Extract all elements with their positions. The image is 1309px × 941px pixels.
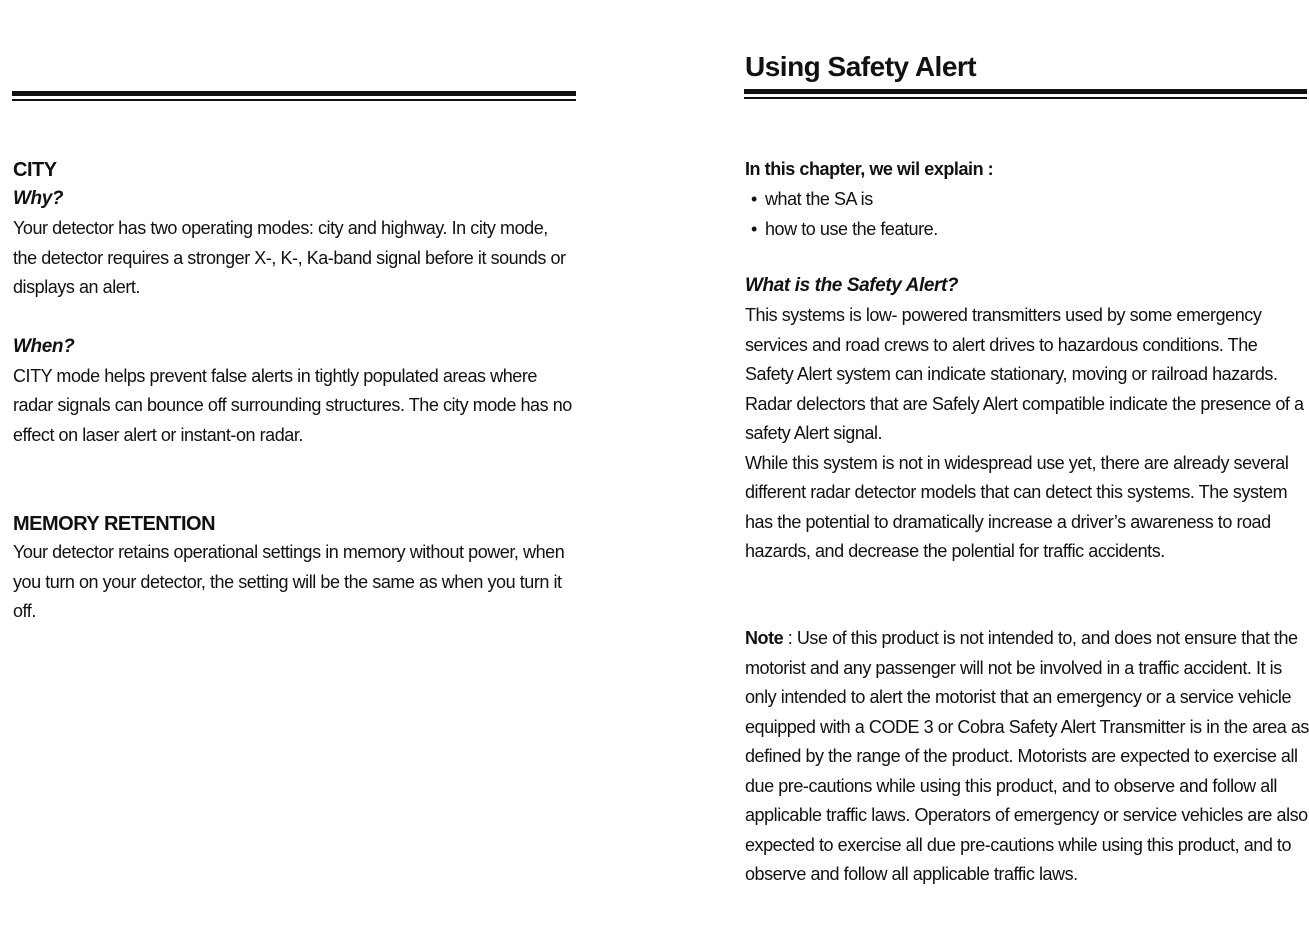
bullet-icon: • xyxy=(751,189,757,209)
memory-heading: MEMORY RETENTION xyxy=(13,513,216,535)
safety-alert-paragraph-2: While this system is not in widespread use yet, there are already several different radar detector models that can detect this systems. The system has the potential to dramatically increase a driver’s awareness to road hazards, and decrease the polential for traffic accidents. xyxy=(745,452,1289,561)
intro-heading: In this chapter, we wil explain : xyxy=(745,159,994,179)
list-item xyxy=(745,214,1309,244)
right-page xyxy=(744,0,1309,941)
list-item xyxy=(745,184,1309,214)
city-section xyxy=(13,156,573,450)
when-heading: When? xyxy=(13,335,75,357)
safety-alert-paragraph-1: This systems is low- powered transmitters used by some emergency services and road crews to alert drives to hazardous conditions. The Safety Alert system can indicate stationary, moving or railroad hazards. Radar delectors that are Safely Alert compatible indicate the presence of a safety Alert signal. xyxy=(745,305,1304,443)
when-text: CITY mode helps prevent false alerts in tightly populated areas where radar signals can bounce off surrounding structures. The city mode has no effect on laser alert or instant-on radar. xyxy=(13,365,572,445)
city-heading: CITY xyxy=(13,159,57,181)
memory-retention-section xyxy=(13,510,573,627)
note-text: : Use of this product is not intended to, and does not ensure that the motorist and any passenger will not be involved in a traffic accident. It is only intended to alert the motorist that an emergency or a service vehicle equipped with a CODE 3 or Cobra Safety Alert Transmitter is in the area as defined by the range of the product. Motorists are expected to exercise all due pre-cautions while using this product, and to observe and follow all applicable traffic laws. Operators of emergency or service vehicles are also expected to exercise all due pre-cautions while using this product, and to observe and follow all applicable traffic laws. xyxy=(745,628,1309,884)
header-rule xyxy=(744,89,1307,94)
note-label: Note xyxy=(745,628,784,648)
chapter-intro xyxy=(745,154,1309,244)
bullet-text: how to use the feature. xyxy=(765,219,938,239)
safety-alert-section xyxy=(745,271,1309,567)
why-heading: Why? xyxy=(13,188,64,209)
note-section xyxy=(745,624,1309,890)
intro-bullet-list xyxy=(745,184,1309,244)
memory-text: Your detector retains operational settings in memory without power, when you turn on your detector, the setting will be the same as when you turn it off. xyxy=(13,542,565,621)
safety-alert-heading: What is the Safety Alert? xyxy=(745,275,959,296)
bullet-icon: • xyxy=(751,219,757,239)
left-page xyxy=(12,0,578,941)
chapter-title: Using Safety Alert xyxy=(745,51,977,82)
header-rule xyxy=(12,91,576,96)
why-text: Your detector has two operating modes: city and highway. In city mode, the detector requires a stronger X-, K-, Ka-band signal before it sounds or displays an alert. xyxy=(13,218,566,297)
bullet-text: what the SA is xyxy=(765,189,873,209)
note-paragraph xyxy=(745,624,1309,890)
